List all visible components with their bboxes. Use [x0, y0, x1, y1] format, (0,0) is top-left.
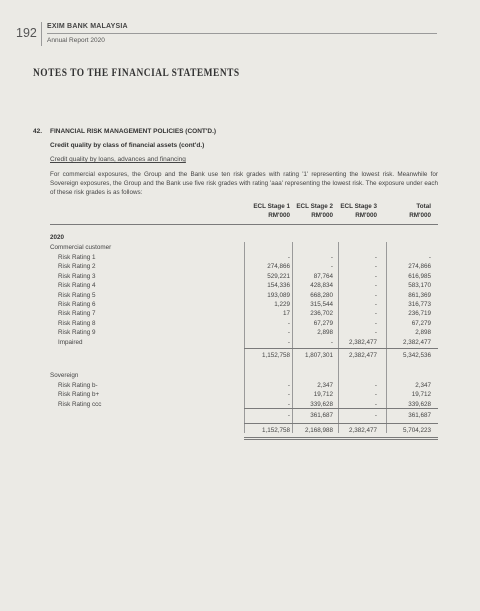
table-row: [0, 382, 480, 391]
cell-stage2: 2,347: [317, 382, 333, 389]
cell-stage2: 339,628: [310, 400, 333, 408]
cell-stage1: 1,229: [274, 301, 290, 308]
cell-total: 316,773: [408, 301, 431, 308]
table-row: [0, 310, 480, 319]
col-header-stage3-line2: RM'000: [355, 211, 377, 219]
row-label: Risk Rating 8: [58, 319, 96, 327]
col-header-total-line2: RM'000: [409, 211, 431, 219]
cell-stage3: -: [374, 254, 377, 261]
table-row: [0, 282, 480, 291]
col-header-total: [381, 203, 431, 220]
commercial-group-label: Commercial customer: [50, 244, 112, 251]
commercial-subtotal-stage2: 1,807,301: [304, 352, 333, 359]
cell-total: 19,712: [411, 391, 431, 399]
section-number: 42.: [33, 128, 43, 135]
table-row: [0, 301, 480, 310]
section-title: FINANCIAL RISK MANAGEMENT POLICIES (CONT'D.): [50, 128, 217, 135]
bank-name: EXIM BANK MALAYSIA: [47, 23, 128, 30]
cell-stage3: -: [374, 319, 377, 327]
cell-stage3: -: [374, 282, 377, 290]
table-row: [0, 273, 480, 282]
cell-stage1: -: [287, 329, 290, 337]
cell-stage1: 193,089: [267, 291, 290, 299]
col-header-stage1-line2: RM'000: [268, 211, 290, 219]
report-title: Annual Report 2020: [47, 37, 105, 44]
col-header-total-line1: Total: [416, 203, 431, 210]
grand-total-stage1: 1,152,758: [261, 427, 290, 434]
cell-stage2: 2,898: [317, 329, 333, 337]
cell-stage2: 19,712: [313, 391, 333, 399]
cell-stage3: 2,382,477: [348, 338, 377, 346]
commercial-subtotal-stage1: 1,152,758: [261, 352, 290, 359]
cell-stage1: -: [287, 338, 290, 346]
page-number: 192: [16, 26, 37, 40]
cell-stage2: -: [330, 338, 333, 346]
sovereign-subtotal-stage1: -: [287, 412, 290, 419]
table-row: [0, 329, 480, 338]
cell-stage3: -: [374, 382, 377, 389]
header-rule: [47, 33, 437, 34]
section-heading: NOTES TO THE FINANCIAL STATEMENTS: [33, 67, 240, 79]
cell-stage3: -: [374, 310, 377, 318]
cell-stage2: -: [330, 254, 333, 261]
row-label: Risk Rating 6: [58, 301, 96, 308]
cell-total: 339,628: [408, 400, 431, 408]
row-label: Risk Rating 4: [58, 282, 96, 290]
cell-total: -: [428, 254, 431, 261]
cell-stage3: -: [374, 272, 377, 280]
cell-stage2: 87,764: [313, 272, 333, 280]
table-row: [0, 292, 480, 301]
cell-stage2: 315,544: [310, 301, 333, 308]
cell-total: 2,898: [415, 329, 431, 337]
cell-stage2: 668,280: [310, 291, 333, 299]
year-label: 2020: [50, 234, 65, 241]
cell-total: 2,382,477: [402, 338, 431, 346]
cell-stage1: 154,336: [267, 282, 290, 290]
sovereign-subtotal-stage2: 361,687: [310, 412, 333, 419]
cell-total: 583,170: [408, 282, 431, 290]
header-divider: [41, 22, 42, 46]
table-row: [0, 263, 480, 272]
grand-total-stage3: 2,382,477: [348, 427, 377, 434]
col-header-stage3: [327, 203, 377, 220]
cell-total: 861,369: [408, 291, 431, 299]
cell-stage1: 274,866: [267, 263, 290, 271]
row-label: Risk Rating 1: [58, 254, 96, 261]
grand-total-stage2: 2,168,988: [304, 427, 333, 434]
table-header-rule: [50, 224, 438, 225]
cell-stage3: -: [374, 263, 377, 271]
row-label: Risk Rating 7: [58, 310, 96, 318]
cell-stage2: 236,702: [310, 310, 333, 318]
cell-total: 616,985: [408, 272, 431, 280]
cell-stage3: -: [374, 391, 377, 399]
cell-stage1: 529,221: [267, 272, 290, 280]
cell-total: 274,866: [408, 263, 431, 271]
cell-stage3: -: [374, 329, 377, 337]
cell-stage1: 17: [282, 310, 290, 318]
cell-stage1: -: [287, 382, 290, 389]
table-row: [0, 320, 480, 329]
col-header-stage2-line2: RM'000: [311, 211, 333, 219]
cell-stage3: -: [374, 291, 377, 299]
row-label: Impaired: [58, 338, 83, 346]
cell-stage3: -: [374, 301, 377, 308]
row-label: Risk Rating 5: [58, 291, 96, 299]
grand-total-rule-top: [244, 423, 438, 424]
cell-total: 236,719: [408, 310, 431, 318]
grand-total-rule-bottom: [244, 437, 438, 438]
section-subsubtitle: Credit quality by loans, advances and financing: [50, 156, 186, 163]
row-label: Risk Rating 2: [58, 263, 96, 271]
intro-paragraph: For commercial exposures, the Group and the Bank use ten risk grades with rating '1' representing the lowest risk. Meanwhile for Sovereign exposures, the Group and the Bank use five risk grades with rating 'aaa' representing the lowest risk. The exposure under each of these risk grades is as follows:: [50, 171, 438, 197]
sovereign-group-label: Sovereign: [50, 372, 79, 379]
col-header-stage2-line1: ECL Stage 2: [296, 203, 333, 210]
section-subtitle: Credit quality by class of financial assets (cont'd.): [50, 142, 205, 149]
sovereign-subtotal-rule: [244, 408, 438, 409]
grand-total-total: 5,704,223: [402, 427, 431, 434]
commercial-subtotal-rule: [244, 348, 438, 349]
row-label: Risk Rating b-: [58, 382, 98, 389]
cell-stage2: -: [330, 263, 333, 271]
table-row: [0, 339, 480, 348]
col-header-stage3-line1: ECL Stage 3: [340, 203, 377, 210]
cell-stage1: -: [287, 400, 290, 408]
commercial-subtotal-total: 5,342,536: [402, 352, 431, 359]
cell-total: 2,347: [415, 382, 431, 389]
cell-stage1: -: [287, 254, 290, 261]
col-header-stage2: [283, 203, 333, 220]
table-row: [0, 254, 480, 263]
row-label: Risk Rating ccc: [58, 400, 102, 408]
cell-total: 67,279: [411, 319, 431, 327]
cell-stage1: -: [287, 391, 290, 399]
row-label: Risk Rating 3: [58, 272, 96, 280]
commercial-subtotal-stage3: 2,382,477: [348, 352, 377, 359]
cell-stage1: -: [287, 319, 290, 327]
table-row: [0, 391, 480, 400]
row-label: Risk Rating 9: [58, 329, 96, 337]
cell-stage2: 67,279: [313, 319, 333, 327]
sovereign-subtotal-stage3: -: [374, 412, 377, 419]
grand-total-rule-double: [244, 439, 438, 440]
row-label: Risk Rating b+: [58, 391, 100, 399]
col-header-stage1-line1: ECL Stage 1: [253, 203, 290, 210]
cell-stage3: -: [374, 400, 377, 408]
cell-stage2: 428,834: [310, 282, 333, 290]
sovereign-subtotal-total: 361,687: [408, 412, 431, 419]
